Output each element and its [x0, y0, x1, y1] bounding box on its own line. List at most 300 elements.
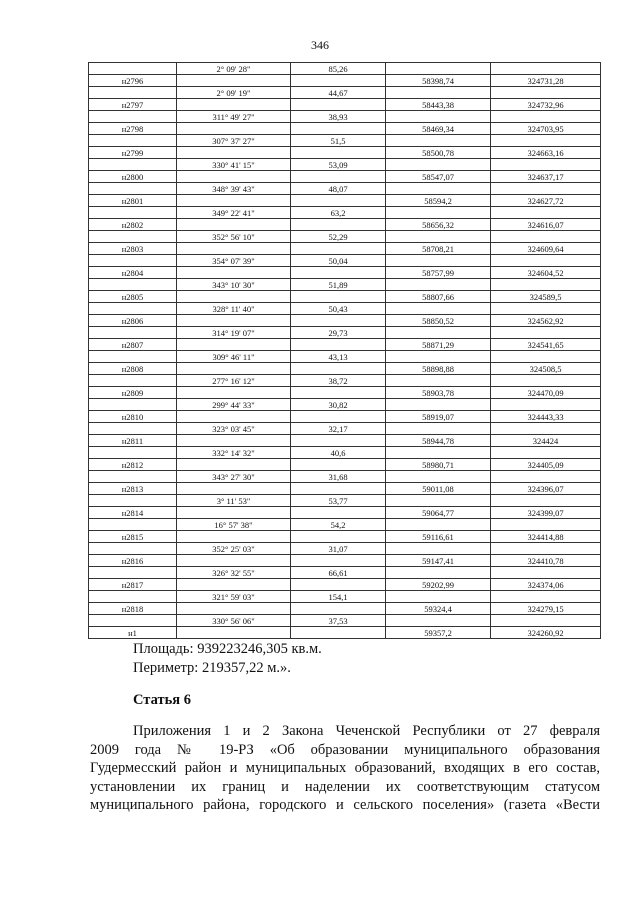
length-cell: 51,89: [291, 279, 386, 291]
y-coordinate-cell: [491, 471, 601, 483]
angle-cell: 299° 44' 33": [177, 399, 291, 411]
length-cell: 63,2: [291, 207, 386, 219]
x-coordinate-cell: [386, 111, 491, 123]
y-coordinate-cell: [491, 495, 601, 507]
length-cell: [291, 339, 386, 351]
point-cell: [89, 111, 177, 123]
x-coordinate-cell: 59011,08: [386, 483, 491, 495]
point-cell: н1: [89, 627, 177, 639]
table-row: [89, 483, 601, 495]
angle-cell: [177, 411, 291, 423]
point-cell: [89, 159, 177, 171]
x-coordinate-cell: 58980,71: [386, 459, 491, 471]
point-cell: [89, 255, 177, 267]
y-coordinate-cell: 324703,95: [491, 123, 601, 135]
length-cell: [291, 507, 386, 519]
length-cell: 32,17: [291, 423, 386, 435]
table-row: [89, 447, 601, 459]
angle-cell: 330° 56' 06": [177, 615, 291, 627]
table-row: [89, 543, 601, 555]
angle-cell: 330° 41' 15": [177, 159, 291, 171]
y-coordinate-cell: [491, 351, 601, 363]
x-coordinate-cell: [386, 255, 491, 267]
angle-cell: 2° 09' 28": [177, 63, 291, 75]
table-row: [89, 579, 601, 591]
x-coordinate-cell: 58850,52: [386, 315, 491, 327]
point-cell: [89, 87, 177, 99]
y-coordinate-cell: 324410,78: [491, 555, 601, 567]
y-coordinate-cell: 324637,17: [491, 171, 601, 183]
x-coordinate-cell: [386, 87, 491, 99]
point-cell: [89, 543, 177, 555]
angle-cell: 323° 03' 45": [177, 423, 291, 435]
angle-cell: 16° 57' 38": [177, 519, 291, 531]
length-cell: [291, 171, 386, 183]
point-cell: н2815: [89, 531, 177, 543]
length-cell: [291, 411, 386, 423]
angle-cell: 332° 14' 32": [177, 447, 291, 459]
length-cell: [291, 387, 386, 399]
y-coordinate-cell: [491, 519, 601, 531]
length-cell: 29,73: [291, 327, 386, 339]
length-cell: 31,68: [291, 471, 386, 483]
y-coordinate-cell: [491, 231, 601, 243]
x-coordinate-cell: 58656,32: [386, 219, 491, 231]
table-row: [89, 495, 601, 507]
x-coordinate-cell: [386, 447, 491, 459]
x-coordinate-cell: [386, 495, 491, 507]
point-cell: [89, 63, 177, 75]
angle-cell: 277° 16' 12": [177, 375, 291, 387]
point-cell: [89, 447, 177, 459]
area-text: Площадь: 939223246,305 кв.м.: [133, 641, 322, 657]
y-coordinate-cell: [491, 591, 601, 603]
table-row: [89, 243, 601, 255]
table-row: [89, 363, 601, 375]
angle-cell: [177, 171, 291, 183]
point-cell: [89, 303, 177, 315]
angle-cell: [177, 435, 291, 447]
table-row: [89, 207, 601, 219]
angle-cell: [177, 531, 291, 543]
y-coordinate-cell: [491, 111, 601, 123]
table-row: [89, 519, 601, 531]
x-coordinate-cell: 59147,41: [386, 555, 491, 567]
point-cell: н2814: [89, 507, 177, 519]
x-coordinate-cell: [386, 159, 491, 171]
x-coordinate-cell: [386, 591, 491, 603]
x-coordinate-cell: 58871,29: [386, 339, 491, 351]
angle-cell: [177, 291, 291, 303]
paragraph-line: муниципального района, городского и сельского поселения» (газета «Вести: [90, 797, 600, 814]
table-row: [89, 591, 601, 603]
paragraph-line: Гудермесский район и муниципальных образований, входящих в его состав,: [90, 760, 600, 777]
angle-cell: 352° 56' 10": [177, 231, 291, 243]
length-cell: 43,13: [291, 351, 386, 363]
y-coordinate-cell: 324405,09: [491, 459, 601, 471]
y-coordinate-cell: 324731,28: [491, 75, 601, 87]
length-cell: [291, 195, 386, 207]
length-cell: 31,07: [291, 543, 386, 555]
table-row: [89, 135, 601, 147]
angle-cell: [177, 555, 291, 567]
length-cell: [291, 219, 386, 231]
angle-cell: 349° 22' 41": [177, 207, 291, 219]
table-row: [89, 351, 601, 363]
table-row: [89, 531, 601, 543]
length-cell: 53,09: [291, 159, 386, 171]
y-coordinate-cell: 324260,92: [491, 627, 601, 639]
table-row: [89, 627, 601, 639]
point-cell: н2796: [89, 75, 177, 87]
angle-cell: [177, 219, 291, 231]
y-coordinate-cell: [491, 423, 601, 435]
page-number: 346: [311, 38, 329, 52]
x-coordinate-cell: 58469,34: [386, 123, 491, 135]
y-coordinate-cell: 324627,72: [491, 195, 601, 207]
x-coordinate-cell: 58898,88: [386, 363, 491, 375]
length-cell: [291, 459, 386, 471]
x-coordinate-cell: 59116,61: [386, 531, 491, 543]
x-coordinate-cell: [386, 207, 491, 219]
length-cell: 40,6: [291, 447, 386, 459]
y-coordinate-cell: [491, 375, 601, 387]
point-cell: н2804: [89, 267, 177, 279]
y-coordinate-cell: [491, 327, 601, 339]
x-coordinate-cell: [386, 423, 491, 435]
x-coordinate-cell: 59357,2: [386, 627, 491, 639]
point-cell: [89, 495, 177, 507]
point-cell: н2817: [89, 579, 177, 591]
length-cell: [291, 627, 386, 639]
table-row: [89, 387, 601, 399]
point-cell: н2813: [89, 483, 177, 495]
x-coordinate-cell: [386, 183, 491, 195]
angle-cell: 354° 07' 39": [177, 255, 291, 267]
point-cell: н2816: [89, 555, 177, 567]
x-coordinate-cell: [386, 231, 491, 243]
angle-cell: 2° 09' 19": [177, 87, 291, 99]
article-paragraph: [90, 722, 600, 815]
length-cell: 50,43: [291, 303, 386, 315]
angle-cell: 352° 25' 03": [177, 543, 291, 555]
x-coordinate-cell: 58594,2: [386, 195, 491, 207]
point-cell: н2812: [89, 459, 177, 471]
length-cell: [291, 75, 386, 87]
x-coordinate-cell: [386, 399, 491, 411]
table-row: [89, 603, 601, 615]
x-coordinate-cell: [386, 63, 491, 75]
length-cell: [291, 99, 386, 111]
x-coordinate-cell: 58443,38: [386, 99, 491, 111]
paragraph-line: Приложения 1 и 2 Закона Чеченской Республики от 27 февраля: [133, 723, 600, 739]
point-cell: н2808: [89, 363, 177, 375]
table-row: [89, 327, 601, 339]
angle-cell: [177, 243, 291, 255]
angle-cell: [177, 603, 291, 615]
length-cell: [291, 435, 386, 447]
point-cell: [89, 519, 177, 531]
y-coordinate-cell: [491, 159, 601, 171]
x-coordinate-cell: 58708,21: [386, 243, 491, 255]
y-coordinate-cell: 324663,16: [491, 147, 601, 159]
length-cell: 53,77: [291, 495, 386, 507]
length-cell: [291, 243, 386, 255]
x-coordinate-cell: 58757,99: [386, 267, 491, 279]
point-cell: [89, 375, 177, 387]
y-coordinate-cell: 324424: [491, 435, 601, 447]
table-row: [89, 339, 601, 351]
y-coordinate-cell: [491, 207, 601, 219]
table-row: [89, 399, 601, 411]
table-row: [89, 615, 601, 627]
point-cell: [89, 615, 177, 627]
x-coordinate-cell: [386, 327, 491, 339]
y-coordinate-cell: 324541,65: [491, 339, 601, 351]
x-coordinate-cell: 58807,66: [386, 291, 491, 303]
length-cell: 51,5: [291, 135, 386, 147]
y-coordinate-cell: [491, 543, 601, 555]
point-cell: [89, 423, 177, 435]
x-coordinate-cell: 58903,78: [386, 387, 491, 399]
length-cell: 50,04: [291, 255, 386, 267]
table-row: [89, 255, 601, 267]
point-cell: [89, 399, 177, 411]
y-coordinate-cell: 324508,5: [491, 363, 601, 375]
y-coordinate-cell: [491, 255, 601, 267]
angle-cell: [177, 75, 291, 87]
point-cell: [89, 207, 177, 219]
length-cell: 44,67: [291, 87, 386, 99]
point-cell: [89, 567, 177, 579]
angle-cell: 328° 11' 40": [177, 303, 291, 315]
table-row: [89, 159, 601, 171]
length-cell: [291, 363, 386, 375]
table-row: [89, 507, 601, 519]
y-coordinate-cell: 324374,06: [491, 579, 601, 591]
table-row: [89, 567, 601, 579]
table-row: [89, 423, 601, 435]
point-cell: н2803: [89, 243, 177, 255]
table-row: [89, 99, 601, 111]
y-coordinate-cell: 324604,52: [491, 267, 601, 279]
x-coordinate-cell: [386, 375, 491, 387]
y-coordinate-cell: [491, 279, 601, 291]
table-row: [89, 123, 601, 135]
x-coordinate-cell: 58500,78: [386, 147, 491, 159]
table-row: [89, 267, 601, 279]
y-coordinate-cell: [491, 567, 601, 579]
y-coordinate-cell: 324562,92: [491, 315, 601, 327]
point-cell: н2810: [89, 411, 177, 423]
table-row: [89, 147, 601, 159]
point-cell: н2811: [89, 435, 177, 447]
table-row: [89, 183, 601, 195]
table-row: [89, 315, 601, 327]
length-cell: 38,93: [291, 111, 386, 123]
y-coordinate-cell: 324470,09: [491, 387, 601, 399]
boundary-summary: [133, 640, 322, 678]
length-cell: 66,61: [291, 567, 386, 579]
table-row: [89, 219, 601, 231]
angle-cell: 343° 27' 30": [177, 471, 291, 483]
y-coordinate-cell: 324732,96: [491, 99, 601, 111]
y-coordinate-cell: [491, 615, 601, 627]
angle-cell: [177, 147, 291, 159]
length-cell: [291, 579, 386, 591]
angle-cell: 326° 32' 55": [177, 567, 291, 579]
point-cell: [89, 231, 177, 243]
angle-cell: [177, 339, 291, 351]
table-row: [89, 87, 601, 99]
length-cell: [291, 147, 386, 159]
table-row: [89, 411, 601, 423]
x-coordinate-cell: [386, 135, 491, 147]
point-cell: [89, 279, 177, 291]
y-coordinate-cell: [491, 63, 601, 75]
table-row: [89, 231, 601, 243]
y-coordinate-cell: 324616,07: [491, 219, 601, 231]
table-row: [89, 471, 601, 483]
length-cell: 54,2: [291, 519, 386, 531]
angle-cell: 309° 46' 11": [177, 351, 291, 363]
y-coordinate-cell: [491, 183, 601, 195]
y-coordinate-cell: [491, 303, 601, 315]
point-cell: н2806: [89, 315, 177, 327]
length-cell: 48,07: [291, 183, 386, 195]
length-cell: [291, 123, 386, 135]
length-cell: [291, 315, 386, 327]
point-cell: н2802: [89, 219, 177, 231]
point-cell: [89, 471, 177, 483]
angle-cell: [177, 99, 291, 111]
length-cell: [291, 603, 386, 615]
length-cell: [291, 555, 386, 567]
point-cell: н2801: [89, 195, 177, 207]
x-coordinate-cell: [386, 615, 491, 627]
angle-cell: 307° 37' 27": [177, 135, 291, 147]
angle-cell: 343° 10' 30": [177, 279, 291, 291]
y-coordinate-cell: [491, 87, 601, 99]
point-cell: [89, 327, 177, 339]
length-cell: 30,82: [291, 399, 386, 411]
paragraph-line: установлении их границ и наделении их соответствующим статусом: [90, 778, 600, 795]
point-cell: н2797: [89, 99, 177, 111]
angle-cell: [177, 507, 291, 519]
table-row: [89, 375, 601, 387]
x-coordinate-cell: [386, 303, 491, 315]
table-row: [89, 279, 601, 291]
length-cell: 37,53: [291, 615, 386, 627]
table-row: [89, 555, 601, 567]
length-cell: [291, 531, 386, 543]
angle-cell: [177, 483, 291, 495]
y-coordinate-cell: 324414,88: [491, 531, 601, 543]
point-cell: н2800: [89, 171, 177, 183]
article-title: Статья 6: [133, 692, 191, 708]
x-coordinate-cell: [386, 471, 491, 483]
table-row: [89, 435, 601, 447]
table-row: [89, 171, 601, 183]
angle-cell: [177, 387, 291, 399]
length-cell: 85,26: [291, 63, 386, 75]
length-cell: 52,29: [291, 231, 386, 243]
angle-cell: 3° 11' 53": [177, 495, 291, 507]
y-coordinate-cell: 324589,5: [491, 291, 601, 303]
x-coordinate-cell: 58398,74: [386, 75, 491, 87]
angle-cell: [177, 123, 291, 135]
point-cell: н2798: [89, 123, 177, 135]
angle-cell: 311° 49' 27": [177, 111, 291, 123]
x-coordinate-cell: [386, 567, 491, 579]
point-cell: н2799: [89, 147, 177, 159]
length-cell: 38,72: [291, 375, 386, 387]
table-row: [89, 111, 601, 123]
point-cell: [89, 135, 177, 147]
length-cell: [291, 483, 386, 495]
angle-cell: 314° 19' 07": [177, 327, 291, 339]
point-cell: [89, 351, 177, 363]
coordinates-table-body: [89, 63, 601, 639]
angle-cell: [177, 459, 291, 471]
angle-cell: [177, 363, 291, 375]
y-coordinate-cell: 324443,33: [491, 411, 601, 423]
table-row: [89, 303, 601, 315]
x-coordinate-cell: [386, 279, 491, 291]
paragraph-line: 2009 года № 19-РЗ «Об образовании муниципального образования: [90, 741, 600, 758]
x-coordinate-cell: 58547,07: [386, 171, 491, 183]
angle-cell: [177, 315, 291, 327]
y-coordinate-cell: 324399,07: [491, 507, 601, 519]
y-coordinate-cell: [491, 399, 601, 411]
boundary-coordinates-table: [88, 62, 601, 639]
point-cell: н2807: [89, 339, 177, 351]
point-cell: н2805: [89, 291, 177, 303]
table-row: [89, 75, 601, 87]
y-coordinate-cell: 324396,07: [491, 483, 601, 495]
table-row: [89, 63, 601, 75]
x-coordinate-cell: [386, 351, 491, 363]
y-coordinate-cell: [491, 447, 601, 459]
x-coordinate-cell: 58919,07: [386, 411, 491, 423]
angle-cell: [177, 579, 291, 591]
table-row: [89, 195, 601, 207]
length-cell: 154,1: [291, 591, 386, 603]
y-coordinate-cell: 324279,15: [491, 603, 601, 615]
x-coordinate-cell: 59202,99: [386, 579, 491, 591]
y-coordinate-cell: [491, 135, 601, 147]
angle-cell: [177, 195, 291, 207]
point-cell: [89, 591, 177, 603]
length-cell: [291, 291, 386, 303]
perimeter-text: Периметр: 219357,22 м.».: [133, 660, 291, 676]
table-row: [89, 291, 601, 303]
x-coordinate-cell: [386, 543, 491, 555]
point-cell: н2809: [89, 387, 177, 399]
angle-cell: 321° 59' 03": [177, 591, 291, 603]
length-cell: [291, 267, 386, 279]
x-coordinate-cell: 59064,77: [386, 507, 491, 519]
angle-cell: [177, 267, 291, 279]
table-row: [89, 459, 601, 471]
point-cell: н2818: [89, 603, 177, 615]
x-coordinate-cell: 59324,4: [386, 603, 491, 615]
angle-cell: 348° 39' 43": [177, 183, 291, 195]
y-coordinate-cell: 324609,64: [491, 243, 601, 255]
x-coordinate-cell: 58944,78: [386, 435, 491, 447]
x-coordinate-cell: [386, 519, 491, 531]
angle-cell: [177, 627, 291, 639]
